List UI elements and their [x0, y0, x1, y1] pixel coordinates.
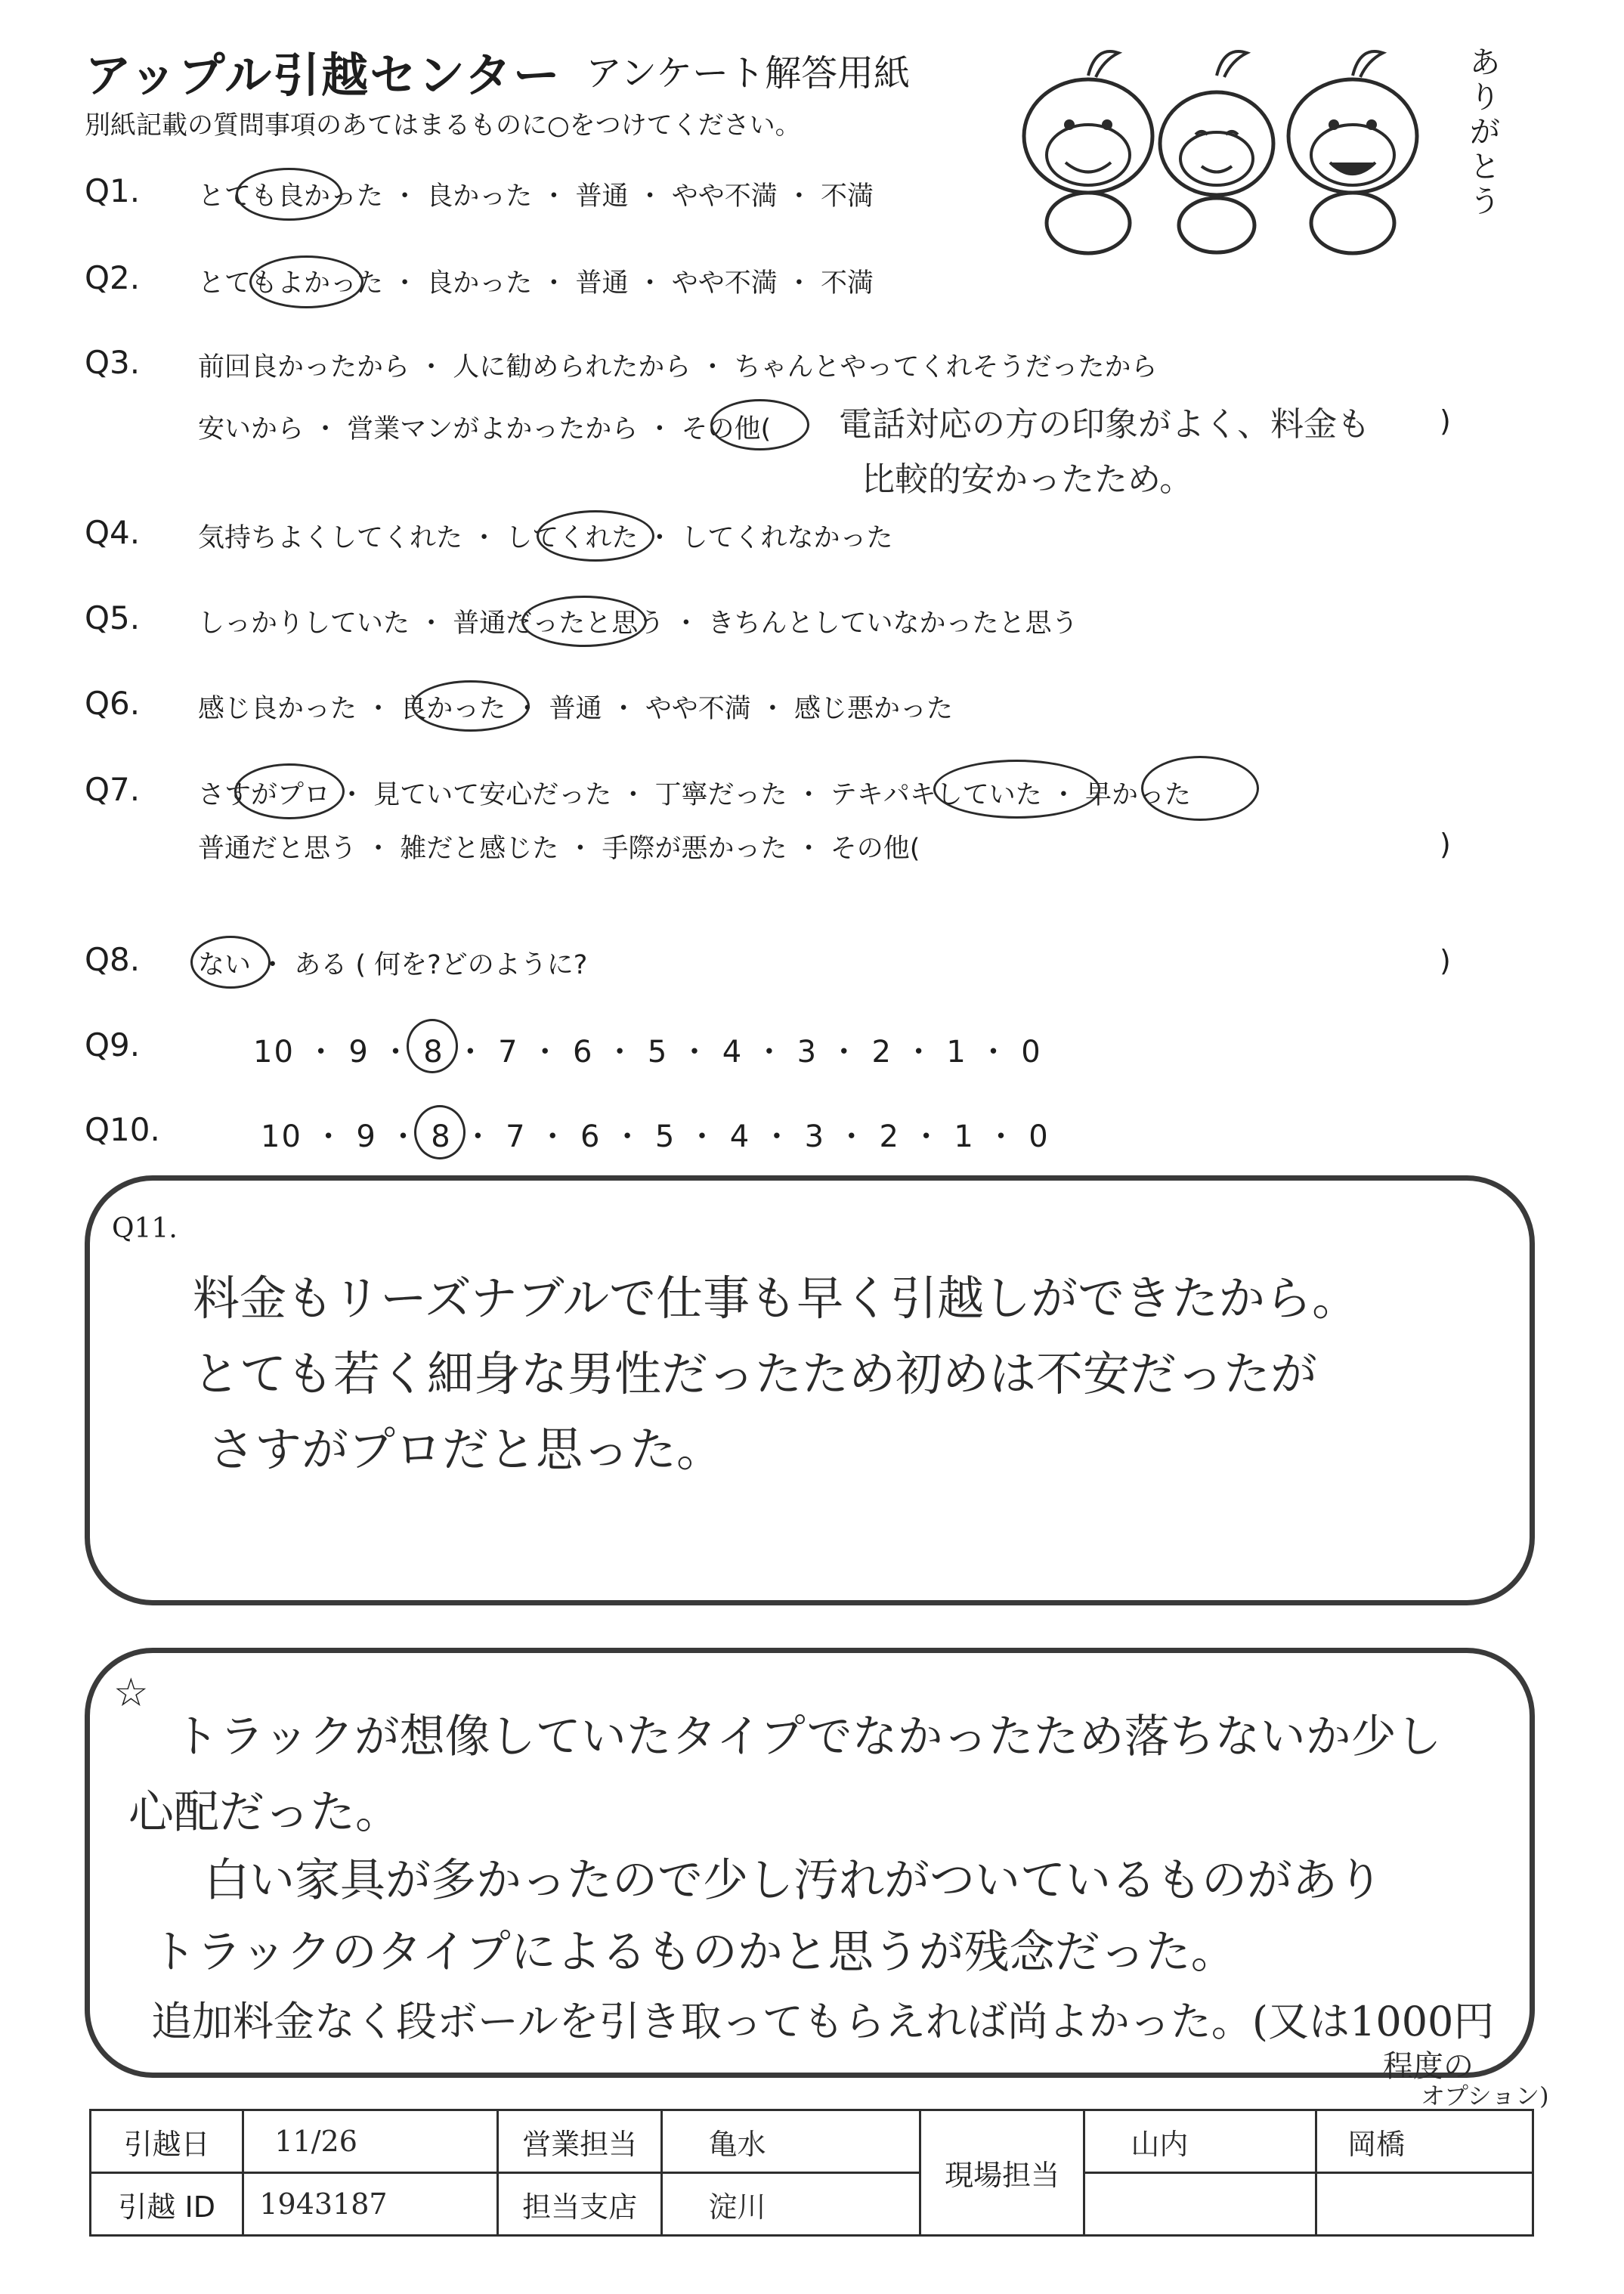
mascot-thanks-text: ありがとう [1470, 45, 1500, 219]
q3-handwritten-line2: 比較的安かったため。 [861, 460, 1193, 499]
sales-rep-label: 営業担当 [497, 2110, 662, 2173]
comment-extra-1: 程度の [1383, 2049, 1474, 2084]
q10-selection-circle [414, 1105, 466, 1159]
q9-label: Q9. [85, 1026, 141, 1063]
q11-answer-line3: さすがプロだと思った。 [208, 1422, 724, 1477]
q9-score-scale: 10 ・ 9 ・ 8 ・ 7 ・ 6 ・ 5 ・ 4 ・ 3 ・ 2 ・ 1 ・ 0 [253, 1035, 1042, 1070]
q7-options-line2: 普通だと思う ・ 雑だと感じた ・ 手際が悪かった ・ その他( [198, 834, 920, 864]
site-rep-1-extra-cell [1084, 2173, 1316, 2236]
branch-value: 淀川 [662, 2173, 920, 2236]
q3-close-paren: ) [1440, 404, 1451, 438]
q7-selection-circle-3 [1141, 756, 1259, 821]
q3-options-line2: 安いから ・ 営業マンがよかったから ・ その他( [198, 414, 772, 444]
q11-answer-line1: 料金もリーズナブルで仕事も早く引越しができたから。 [193, 1271, 1360, 1326]
move-id-value: 1943187 [243, 2173, 497, 2236]
q11-answer-line2: とても若く細身な男性だったため初めは不安だったが [193, 1346, 1318, 1401]
q3-handwritten-line1: 電話対応の方の印象がよく、料金も [839, 405, 1371, 444]
site-rep-label: 現場担当 [920, 2110, 1084, 2236]
q2-label: Q2. [85, 259, 141, 296]
move-date-value: 11/26 [243, 2110, 497, 2173]
q2-selection-circle [249, 255, 363, 308]
branch-label: 担当支店 [497, 2173, 662, 2236]
site-rep-2-extra-cell [1316, 2173, 1533, 2236]
q7-options-line1: さすがプロ ・ 見ていて安心だった ・ 丁寧だった ・ テキパキしていた ・ 早かった [198, 780, 1192, 810]
site-rep-2-value: 岡橋 [1316, 2110, 1533, 2173]
q8-close-paren: ) [1440, 944, 1451, 977]
q4-options: 気持ちよくしてくれた ・ してくれた ・ してくれなかった [198, 523, 893, 553]
q5-label: Q5. [85, 599, 141, 636]
q3-options-line1: 前回良かったから ・ 人に勧められたから ・ ちゃんとやってくれそうだったから [198, 352, 1158, 382]
comment-line4: トラックのタイプによるものかと思うが残念だった。 [151, 1926, 1236, 1979]
sales-rep-value: 亀水 [662, 2110, 920, 2173]
move-date-label: 引越日 [91, 2110, 243, 2173]
q6-selection-circle [412, 680, 530, 732]
company-name: アップル引越センター [85, 48, 561, 103]
mascot-illustration [990, 30, 1519, 257]
q11-label: Q11. [112, 1213, 178, 1244]
q7-selection-circle-1 [234, 763, 345, 819]
q8-selection-circle [190, 936, 271, 989]
q1-options: とても良かった ・ 良かった ・ 普通 ・ やや不満 ・ 不満 [198, 181, 874, 212]
comment-line5: 追加料金なく段ボールを引き取ってもらえれば尚よかった。(又は1000円 [151, 1998, 1495, 2045]
comment-line1: トラックが想像していたタイプでなかったため落ちないか少し [174, 1710, 1442, 1763]
q8-label: Q8. [85, 941, 141, 978]
q5-options: しっかりしていた ・ 普通だったと思う ・ きちんとしていなかったと思う [198, 608, 1078, 639]
q1-label: Q1. [85, 172, 141, 209]
move-id-label: 引越 ID [91, 2173, 243, 2236]
q8-options: ない ・ ある ( 何を?どのように? [198, 950, 588, 980]
instruction-text: 別紙記載の質問事項のあてはまるものに○をつけてください。 [85, 110, 801, 141]
site-rep-1-value: 山内 [1084, 2110, 1316, 2173]
q5-selection-circle [521, 596, 647, 647]
q2-options: とてもよかった ・ 良かった ・ 普通 ・ やや不満 ・ 不満 [198, 268, 874, 299]
star-icon: ☆ [113, 1670, 149, 1716]
q4-selection-circle [537, 510, 654, 562]
q6-options: 感じ良かった ・ 良かった ・ 普通 ・ やや不満 ・ 感じ悪かった [198, 694, 954, 724]
q3-selection-circle [710, 399, 809, 450]
q1-selection-circle [236, 168, 342, 221]
q9-selection-circle [407, 1019, 458, 1073]
q10-score-scale: 10 ・ 9 ・ 8 ・ 7 ・ 6 ・ 5 ・ 4 ・ 3 ・ 2 ・ 1 ・ 0 [261, 1119, 1050, 1154]
q10-label: Q10. [85, 1111, 160, 1148]
q6-label: Q6. [85, 685, 141, 722]
comment-line3: 白い家具が多かったので少し汚れがついているものがあり [204, 1854, 1383, 1907]
comment-line2: 心配だった。 [128, 1786, 401, 1839]
form-title: アンケート解答用紙 [586, 52, 911, 94]
q7-close-paren: ) [1440, 828, 1451, 861]
q7-label: Q7. [85, 771, 141, 808]
q4-label: Q4. [85, 514, 141, 551]
comment-extra-2: オプション) [1421, 2082, 1549, 2110]
monkey-mascots-icon [990, 30, 1519, 257]
q3-label: Q3. [85, 344, 141, 381]
footer-info-table [89, 2109, 1534, 2237]
q7-selection-circle-2 [933, 760, 1100, 819]
